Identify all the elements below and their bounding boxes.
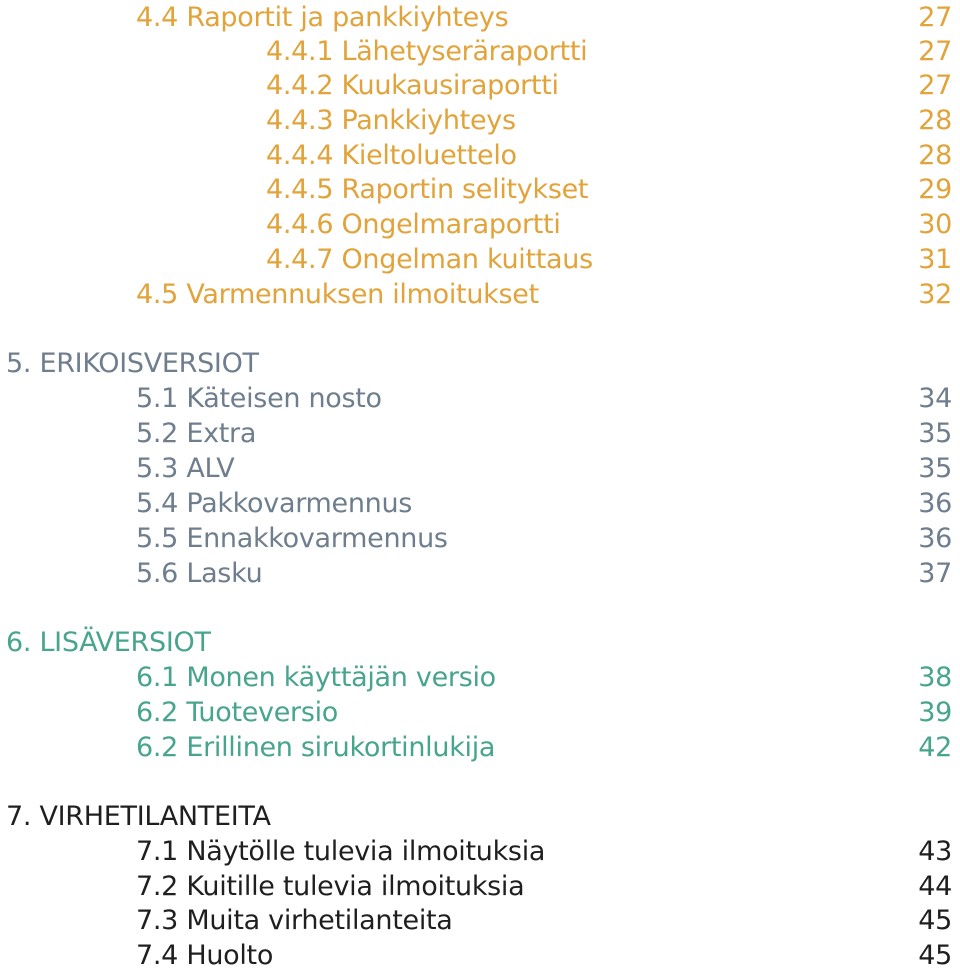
toc-entry-page-number: 28 xyxy=(918,140,952,171)
toc-entry-title: 4.5 Varmennuksen ilmoitukset xyxy=(136,279,539,310)
toc-entry-title: 4.4.2 Kuukausiraportti xyxy=(266,70,559,101)
toc-entry xyxy=(0,278,960,312)
toc-entry xyxy=(0,731,960,765)
toc-entry xyxy=(0,208,960,242)
toc-entry-title: 7.4 Huolto xyxy=(136,940,274,971)
toc-entry-title: 5.4 Pakkovarmennus xyxy=(136,488,413,519)
toc-entry-title: 5. ERIKOISVERSIOT xyxy=(6,348,259,379)
toc-entry xyxy=(0,696,960,730)
toc-entry-page-number: 35 xyxy=(918,453,952,484)
toc-entry-title: 4.4.4 Kieltoluettelo xyxy=(266,140,517,171)
toc-entry-page-number: 44 xyxy=(918,871,952,902)
toc-entry-page-number: 45 xyxy=(918,940,952,971)
toc-entry xyxy=(0,243,960,277)
toc-entry-title: 6.2 Erillinen sirukortinlukija xyxy=(136,732,496,763)
toc-entry-page-number: 27 xyxy=(918,70,952,101)
toc-entry-title: 4.4 Raportit ja pankkiyhteys xyxy=(136,2,509,33)
toc-entry-page-number: 42 xyxy=(918,732,952,763)
toc-entry-page-number: 38 xyxy=(918,662,952,693)
toc-entry-title: 5.6 Lasku xyxy=(136,558,263,589)
toc-entry-title: 5.1 Käteisen nosto xyxy=(136,383,382,414)
toc-entry-page-number: 43 xyxy=(918,836,952,867)
toc-entry xyxy=(0,35,960,69)
toc-entry xyxy=(0,661,960,695)
toc-entry-page-number: 35 xyxy=(918,418,952,449)
toc-entry-page-number: 34 xyxy=(918,383,952,414)
toc-entry xyxy=(0,557,960,591)
toc-entry-page-number: 27 xyxy=(918,36,952,67)
toc-entry-title: 4.4.6 Ongelmaraportti xyxy=(266,209,561,240)
toc-entry xyxy=(0,522,960,556)
toc-entry xyxy=(0,487,960,521)
toc-entry xyxy=(0,1,960,35)
toc-entry xyxy=(0,173,960,207)
toc-entry-title: 4.4.5 Raportin selitykset xyxy=(266,174,589,205)
toc-entry-title: 7.1 Näytölle tulevia ilmoituksia xyxy=(136,836,546,867)
toc-entry xyxy=(0,452,960,486)
toc-entry-page-number: 36 xyxy=(918,488,952,519)
toc-entry-title: 7.3 Muita virhetilanteita xyxy=(136,905,453,936)
toc-entry-title: 7. VIRHETILANTEITA xyxy=(6,801,271,832)
toc-entry-title: 5.2 Extra xyxy=(136,418,257,449)
toc-entry-page-number: 29 xyxy=(918,174,952,205)
toc-entry xyxy=(0,104,960,138)
toc-section-heading xyxy=(0,347,960,381)
toc-entry-page-number: 37 xyxy=(918,558,952,589)
toc-entry-title: 6. LISÄVERSIOT xyxy=(6,627,211,658)
toc-entry-page-number: 28 xyxy=(918,105,952,136)
toc-entry-page-number: 32 xyxy=(918,279,952,310)
toc-entry xyxy=(0,139,960,173)
toc-section-heading xyxy=(0,626,960,660)
toc-entry-title: 6.1 Monen käyttäjän versio xyxy=(136,662,496,693)
toc-entry xyxy=(0,69,960,103)
toc-entry-page-number: 30 xyxy=(918,209,952,240)
toc-entry-title: 7.2 Kuitille tulevia ilmoituksia xyxy=(136,871,525,902)
toc-entry-title: 4.4.1 Lähetyseräraportti xyxy=(266,36,588,67)
toc-entry xyxy=(0,417,960,451)
toc-entry xyxy=(0,835,960,869)
toc-entry xyxy=(0,382,960,416)
toc-entry-page-number: 39 xyxy=(918,697,952,728)
toc-entry-title: 4.4.7 Ongelman kuittaus xyxy=(266,244,593,275)
toc-section-heading xyxy=(0,800,960,834)
toc-entry-page-number: 36 xyxy=(918,523,952,554)
toc-entry-title: 4.4.3 Pankkiyhteys xyxy=(266,105,516,136)
toc-entry xyxy=(0,939,960,973)
toc-entry-page-number: 45 xyxy=(918,905,952,936)
toc-entry-title: 6.2 Tuoteversio xyxy=(136,697,339,728)
toc-entry-page-number: 27 xyxy=(918,2,952,33)
toc-entry xyxy=(0,870,960,904)
toc-entry-title: 5.3 ALV xyxy=(136,453,235,484)
toc-entry xyxy=(0,904,960,938)
toc-entry-title: 5.5 Ennakkovarmennus xyxy=(136,523,448,554)
toc-entry-page-number: 31 xyxy=(918,244,952,275)
